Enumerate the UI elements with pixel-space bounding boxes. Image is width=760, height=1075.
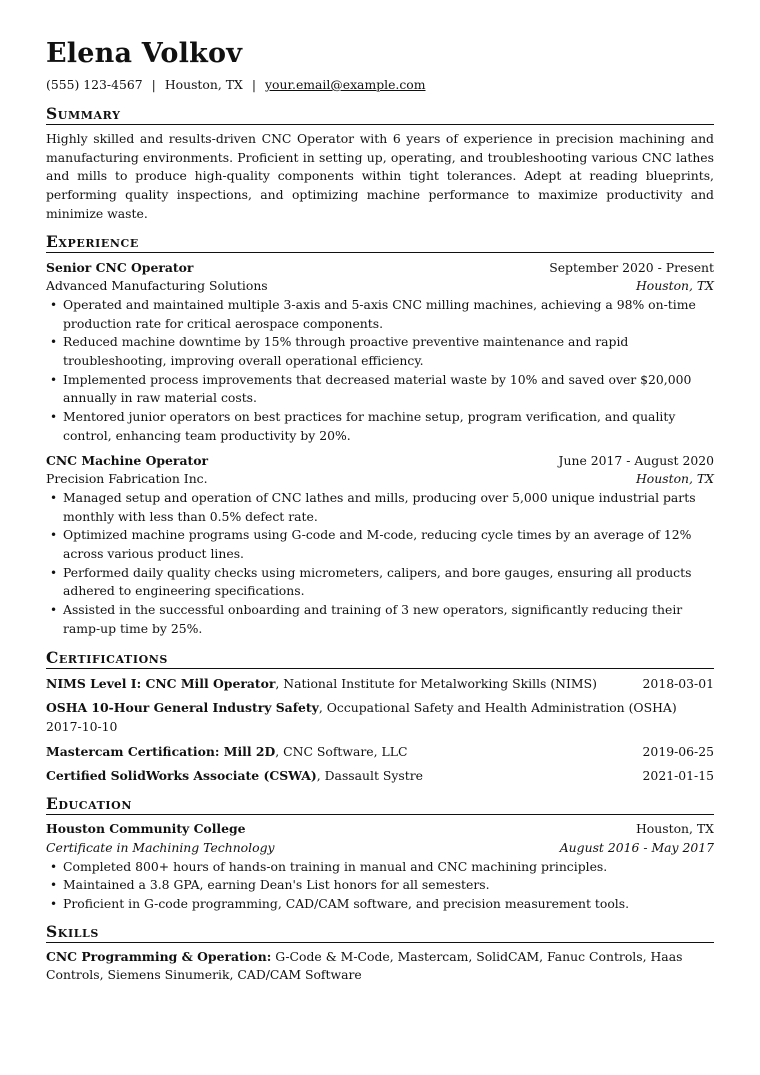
cert-name: NIMS Level I: CNC Mill Operator <box>46 675 276 691</box>
certification-entry <box>46 767 714 786</box>
job-role: Senior CNC Operator <box>46 259 194 275</box>
job-entry <box>46 452 714 639</box>
education-dates: August 2016 - May 2017 <box>559 839 714 855</box>
skill-items: G-Code & M-Code, Mastercam, SolidCAM, Fanuc Controls, Haas Controls, Siemens Sinumerik, CAD/CAM Software <box>46 948 683 983</box>
cert-issuer: , National Institute for Metalworking Skills (NIMS) <box>275 675 597 691</box>
skill-category: CNC Programming & Operation: <box>46 948 272 964</box>
skills-section <box>46 923 714 985</box>
list-item: • Mentored junior operators on best practices for machine setup, program verification, and quality control, enhancing team productivity by 20%. <box>63 408 714 445</box>
list-item: • Assisted in the successful onboarding and training of 3 new operators, significantly reducing their ramp-up time by 25%. <box>63 601 714 638</box>
certification-entry <box>46 699 714 736</box>
school-name: Houston Community College <box>46 821 246 837</box>
cert-date: 2019-06-25 <box>642 743 714 759</box>
experience-section <box>46 233 714 639</box>
job-role: CNC Machine Operator <box>46 452 208 468</box>
candidate-name: Elena Volkov <box>46 38 243 69</box>
cert-date: 2021-01-15 <box>642 768 714 784</box>
contact-separator: | <box>151 77 156 92</box>
certifications-section <box>46 649 714 787</box>
job-dates: June 2017 - August 2020 <box>558 452 714 468</box>
section-title-skills: Skills <box>46 923 714 943</box>
cert-issuer: , Occupational Safety and Health Administration (OSHA) <box>318 700 677 716</box>
phone-number: (555) 123-4567 <box>46 77 143 92</box>
list-item: • Proficient in G-code programming, CAD/CAM software, and precision measurement tools. <box>63 895 714 914</box>
education-section <box>46 795 714 914</box>
summary-text: Highly skilled and results-driven CNC Operator with 6 years of experience in precision machining and manufacturing environments. Proficient in setting up, operating, and troubleshooting various CNC lathes and mills to produce high-quality components within tight tolerances. Adept at reading blueprints, performing quality inspections, and optimizing machine performance to maximize productivity and minimize waste. <box>46 131 714 221</box>
cert-name: OSHA 10-Hour General Industry Safety <box>46 700 319 716</box>
cert-issuer: , Dassault Systre <box>316 768 423 784</box>
cert-date: 2018-03-01 <box>642 675 714 691</box>
job-bullets <box>46 489 714 639</box>
skills-line <box>46 948 714 985</box>
list-item: • Performed daily quality checks using micrometers, calipers, and bore gauges, ensuring all products adhered to engineering specifications. <box>63 564 714 601</box>
cert-name: Mastercam Certification: Mill 2D <box>46 743 276 759</box>
job-dates: September 2020 - Present <box>549 259 714 275</box>
summary-section <box>46 105 714 224</box>
cert-issuer: , CNC Software, LLC <box>275 743 408 759</box>
list-item: • Reduced machine downtime by 15% through proactive preventive maintenance and rapid troubleshooting, improving overall operational efficiency. <box>63 333 714 370</box>
contact-separator: | <box>251 77 257 92</box>
list-item: • Completed 800+ hours of hands-on training in manual and CNC machining principles. <box>63 858 714 877</box>
education-bullets <box>46 858 714 914</box>
certification-entry <box>46 743 714 762</box>
job-location: Houston, TX <box>636 278 714 294</box>
job-bullets <box>46 296 714 446</box>
list-item: • Operated and maintained multiple 3-axis and 5-axis CNC milling machines, achieving a 98% on-time production rate for critical aerospace components. <box>63 296 714 333</box>
section-title-summary: Summary <box>46 105 714 125</box>
list-item: • Managed setup and operation of CNC lathes and mills, producing over 5,000 unique industrial parts monthly with less than 0.5% defect rate. <box>63 489 714 526</box>
section-title-experience: Experience <box>46 233 714 253</box>
section-title-certifications: Certifications <box>46 649 714 669</box>
school-location: Houston, TX <box>636 821 714 837</box>
list-item: • Implemented process improvements that decreased material waste by 10% and saved over $20,000 annually in raw material costs. <box>63 371 714 408</box>
certification-entry <box>46 675 714 694</box>
degree-name: Certificate in Machining Technology <box>46 839 275 855</box>
cert-date: 2017-10-10 <box>46 718 118 734</box>
location-text: Houston, TX <box>164 77 243 92</box>
list-item: • Maintained a 3.8 GPA, earning Dean's List honors for all semesters. <box>63 876 714 895</box>
section-title-education: Education <box>46 795 714 815</box>
contact-line <box>46 77 714 93</box>
email-link[interactable]: your.email@example.com <box>265 77 426 92</box>
job-location: Houston, TX <box>636 471 714 487</box>
job-company: Advanced Manufacturing Solutions <box>46 278 268 294</box>
cert-name: Certified SolidWorks Associate (CSWA) <box>46 768 317 784</box>
job-company: Precision Fabrication Inc. <box>46 471 208 487</box>
job-entry <box>46 259 714 446</box>
list-item: • Optimized machine programs using G-code and M-code, reducing cycle times by an average of 12% across various product lines. <box>63 526 714 563</box>
